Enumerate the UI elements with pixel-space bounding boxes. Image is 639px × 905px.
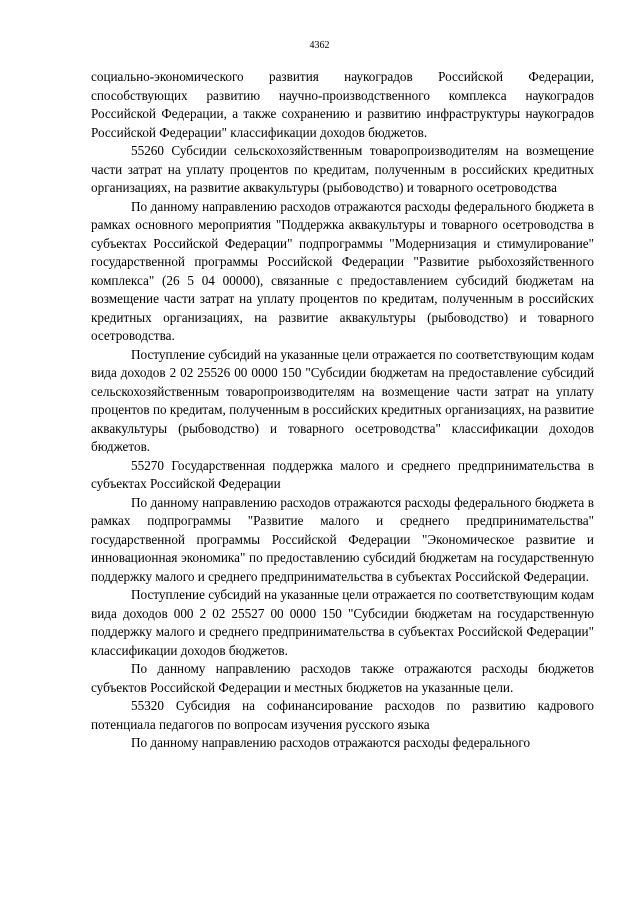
paragraph: Поступление субсидий на указанные цели отражается по соответствующим кодам вида доходов 000 2 02 25527 00 0000 150 "Субсидии бюджетам на государственную поддержку малого и среднего предпринимательства в субъектах Российской Федерации" классификации доходов бюджетов.	[91, 587, 594, 658]
paragraph-heading-55260: 55260 Субсидии сельскохозяйственным товаропроизводителям на возмещение части затрат на уплату процентов по кредитам, полученным в российских кредитных организациях, на развитие аквакультуры (рыбоводство) и товарного осетроводства	[91, 143, 594, 195]
paragraph-continuation: социально-экономического развития наукоградов Российской Федерации, способствующих развитию научно-производственного комплекса наукоградов Российской Федерации, а также сохранению и развитию инфраструктуры наукоградов Российской Федерации" классификации доходов бюджетов.	[91, 69, 594, 140]
paragraph: По данному направлению расходов отражаются расходы федерального бюджета в рамках подпрограммы "Развитие малого и среднего предпринимательства" государственной программы Российской Федерации "Экономическое развитие и инновационная экономика" по предоставлению субсидий бюджетам на государственную поддержку малого и среднего предпринимательства в субъектах Российской Федерации.	[91, 494, 594, 584]
paragraph-heading-55320: 55320 Субсидия на софинансирование расходов по развитию кадрового потенциала педагогов по вопросам изучения русского языка	[91, 698, 594, 732]
paragraph: По данному направлению расходов также отражаются расходы бюджетов субъектов Российской Федерации и местных бюджетов на указанные цели.	[91, 661, 594, 695]
page-number: 4362	[309, 40, 330, 51]
paragraph: Поступление субсидий на указанные цели отражается по соответствующим кодам вида доходов 2 02 25526 00 0000 150 "Субсидии бюджетам на предоставление субсидий сельскохозяйственным товаропроизводителям на возмещение части затрат на уплату процентов по кредитам, полученным в российских кредитных организациях, на развитие аквакультуры (рыбоводство) и товарного осетроводства" классификации доходов бюджетов.	[91, 346, 594, 454]
paragraph: По данному направлению расходов отражаются расходы федерального	[131, 735, 531, 750]
paragraph-heading-55270: 55270 Государственная поддержка малого и среднего предпринимательства в субъектах Российской Федерации	[91, 457, 594, 491]
document-body	[91, 68, 594, 753]
paragraph: По данному направлению расходов отражаются расходы федерального бюджета в рамках основного мероприятия "Поддержка аквакультуры и товарного осетроводства в субъектах Российской Федерации" подпрограммы "Модернизация и стимулирование" государственной программы Российской Федерации "Развитие рыбохозяйственного комплекса" (26 5 04 00000), связанные с предоставлением субсидий бюджетам на возмещение части затрат на уплату процентов по кредитам, полученным в российских кредитных организациях, на развитие аквакультуры (рыбоводство) и товарного осетроводства.	[91, 198, 594, 343]
